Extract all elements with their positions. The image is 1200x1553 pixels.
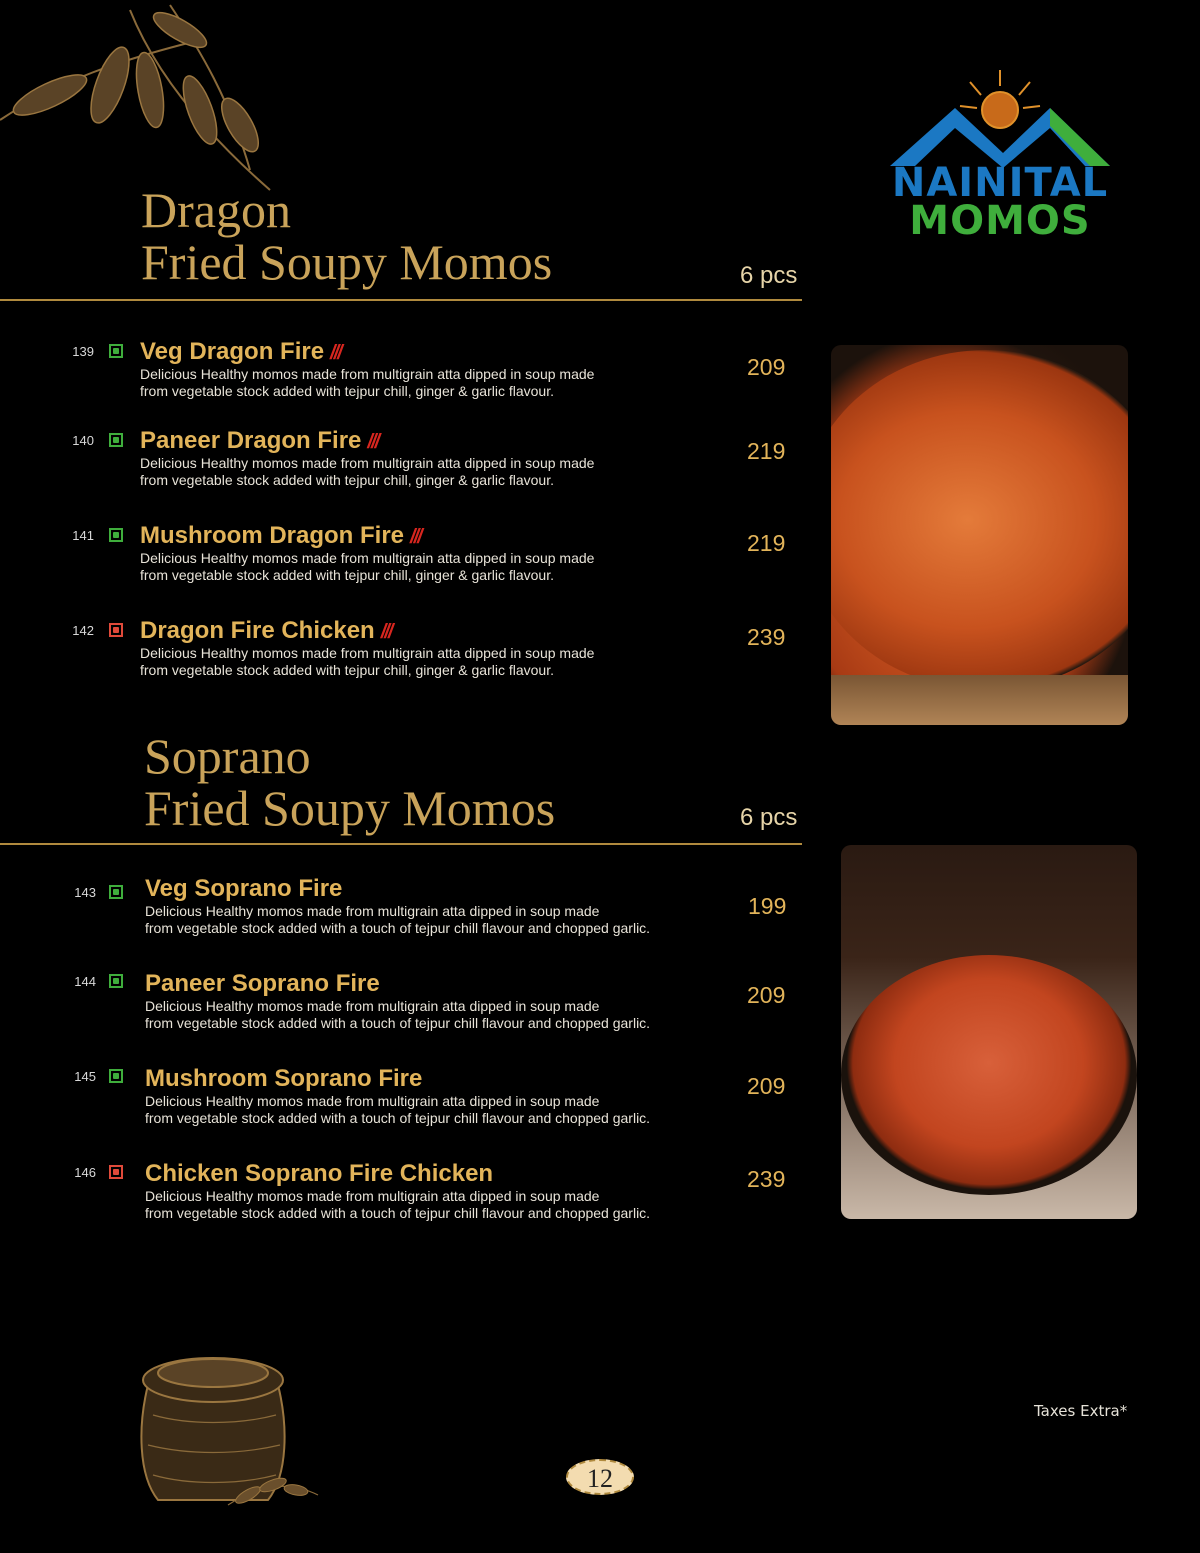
item-description: Delicious Healthy momos made from multigrain atta dipped in soup made from vegetable stock added with a touch of tejpur chill flavour and chopped garlic. xyxy=(145,1093,651,1126)
veg-indicator-icon xyxy=(109,344,123,358)
mountain-sun-icon xyxy=(885,68,1115,168)
item-name: Chicken Soprano Fire Chicken xyxy=(145,1160,494,1187)
menu-item xyxy=(0,1158,810,1238)
item-name: Paneer Soprano Fire xyxy=(145,970,380,997)
item-description: Delicious Healthy momos made from multigrain atta dipped in soup made from vegetable stock added with tejpur chill, ginger & garlic flavour. xyxy=(140,645,595,678)
logo-line-nainital: NAINITAL xyxy=(891,160,1109,206)
item-number: 146 xyxy=(74,1165,96,1180)
item-name: Paneer Dragon Fire /// xyxy=(140,427,379,454)
page-number: 12 xyxy=(566,1459,634,1495)
item-name: Veg Soprano Fire xyxy=(145,875,343,902)
chili-icon: /// xyxy=(410,526,421,548)
item-price: 199 xyxy=(748,893,787,919)
item-number: 143 xyxy=(74,885,96,900)
menu-item xyxy=(0,520,810,600)
item-price: 209 xyxy=(747,1073,786,1099)
section-divider xyxy=(0,299,802,301)
non-veg-indicator-icon xyxy=(109,623,123,637)
wheat-leaves-illustration xyxy=(0,0,300,200)
item-price: 239 xyxy=(747,624,786,650)
item-description: Delicious Healthy momos made from multigrain atta dipped in soup made from vegetable stock added with a touch of tejpur chill flavour and chopped garlic. xyxy=(145,1188,651,1221)
item-name: Mushroom Soprano Fire xyxy=(145,1065,423,1092)
veg-indicator-icon xyxy=(109,885,123,899)
section-title-line1: Dragon xyxy=(141,182,291,238)
chili-icon: /// xyxy=(330,342,341,364)
section-title-dragon xyxy=(141,184,552,288)
menu-item xyxy=(0,336,810,416)
item-price: 209 xyxy=(747,982,786,1008)
logo-line-momos: MOMOS xyxy=(909,198,1091,244)
item-description: Delicious Healthy momos made from multigrain atta dipped in soup made from vegetable stock added with tejpur chill, ginger & garlic flavour. xyxy=(140,366,595,399)
item-description: Delicious Healthy momos made from multigrain atta dipped in soup made from vegetable stock added with tejpur chill, ginger & garlic flavour. xyxy=(140,550,595,583)
item-price: 219 xyxy=(747,438,786,464)
section-title-line1: Soprano xyxy=(144,728,311,784)
menu-item xyxy=(0,425,810,505)
taxes-note: Taxes Extra* xyxy=(1034,1402,1128,1420)
item-price: 219 xyxy=(747,530,786,556)
item-price: 209 xyxy=(747,354,786,380)
non-veg-indicator-icon xyxy=(109,1165,123,1179)
chili-icon: /// xyxy=(380,621,392,643)
menu-item xyxy=(0,968,810,1048)
item-number: 145 xyxy=(74,1069,96,1084)
wooden-board xyxy=(831,675,1128,725)
soup-bowl xyxy=(841,955,1137,1195)
item-description: Delicious Healthy momos made from multigrain atta dipped in soup made from vegetable stock added with a touch of tejpur chill flavour and chopped garlic. xyxy=(145,998,651,1031)
item-number: 141 xyxy=(72,528,94,543)
item-number: 139 xyxy=(72,344,94,359)
item-number: 140 xyxy=(72,433,94,448)
section-title-line2: Fried Soupy Momos xyxy=(144,780,556,836)
soup-bowl xyxy=(831,350,1128,690)
chili-icon: /// xyxy=(367,431,379,453)
item-number: 142 xyxy=(72,623,94,638)
item-name: Dragon Fire Chicken /// xyxy=(140,617,392,644)
item-description: Delicious Healthy momos made from multigrain atta dipped in soup made from vegetable stock added with tejpur chill, ginger & garlic flavour. xyxy=(140,455,595,488)
section-title-soprano xyxy=(144,730,555,834)
spice-sack-illustration xyxy=(118,1345,328,1515)
dragon-momos-photo xyxy=(831,345,1128,725)
item-description: Delicious Healthy momos made from multigrain atta dipped in soup made from vegetable stock added with a touch of tejpur chill flavour and chopped garlic. xyxy=(145,903,651,936)
item-price: 239 xyxy=(747,1166,786,1192)
item-number: 144 xyxy=(74,974,96,989)
item-name: Mushroom Dragon Fire /// xyxy=(140,522,421,549)
soprano-momos-photo xyxy=(841,845,1137,1219)
pieces-count: 6 pcs xyxy=(740,804,798,831)
nainital-momos-logo xyxy=(885,68,1115,248)
section-title-line2: Fried Soupy Momos xyxy=(141,234,553,290)
veg-indicator-icon xyxy=(109,528,123,542)
menu-item xyxy=(0,873,810,953)
pieces-count: 6 pcs xyxy=(740,262,798,289)
veg-indicator-icon xyxy=(109,433,123,447)
section-divider xyxy=(0,843,802,845)
veg-indicator-icon xyxy=(109,974,123,988)
menu-item xyxy=(0,615,810,695)
item-name: Veg Dragon Fire /// xyxy=(140,338,341,365)
menu-item xyxy=(0,1063,810,1143)
veg-indicator-icon xyxy=(109,1069,123,1083)
